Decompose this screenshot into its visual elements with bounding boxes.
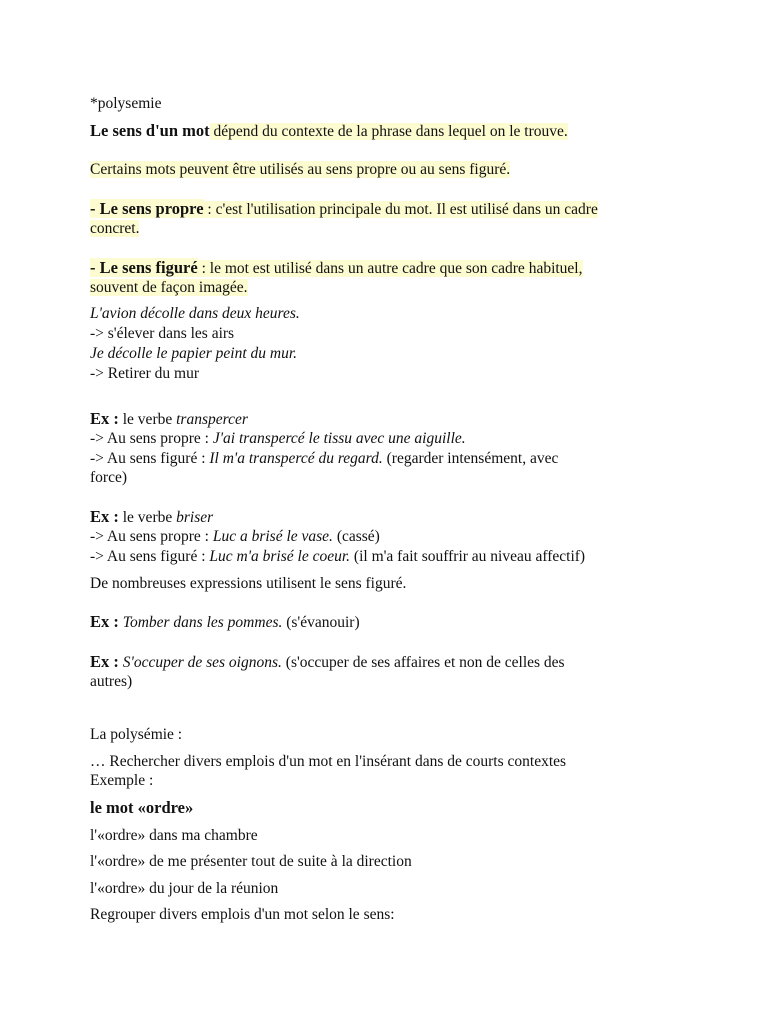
sens-propre-text2: concret. (90, 220, 140, 237)
papier-meaning: -> Retirer du mur (90, 365, 200, 382)
ex2-figure-note: (il m'a fait souffrir au niveau affectif) (350, 548, 586, 565)
ex3-sentence: Tomber dans les pommes. (122, 614, 283, 631)
sens-propre-line1 (90, 199, 598, 220)
ex2-heading (90, 507, 213, 528)
ex2-figure (90, 547, 585, 567)
ex4-note2: autres) (90, 673, 133, 690)
intro-paragraph (90, 121, 568, 142)
ex1-verb: transpercer (176, 411, 248, 428)
ex1-figure-note: (regarder intensément, avec (382, 450, 559, 467)
ex3-label: Ex : (90, 612, 119, 631)
ex4-sentence: S'occuper de ses oignons. (122, 654, 282, 671)
ex2-verb: briser (176, 509, 214, 526)
polysemie-title: La polysémie : (90, 726, 183, 743)
doc-title: *polysemie (90, 95, 162, 112)
ex1-propre-sentence: J'ai transpercé le tissu avec une aiguille. (212, 430, 466, 447)
ex2-figure-prefix: -> Au sens figuré : (90, 548, 210, 565)
ex1-heading (90, 409, 248, 430)
avion-meaning: -> s'élever dans les airs (90, 325, 235, 342)
certains-text: Certains mots peuvent être utilisés au sens propre ou au sens figuré. (90, 161, 511, 178)
ex4-line (90, 652, 565, 673)
polysemie-exemple: Exemple : (90, 772, 154, 789)
ordre-example-3: l'«ordre» du jour de la réunion (90, 880, 279, 897)
ex1-propre-prefix: -> Au sens propre : (90, 430, 213, 447)
ex4-note: (s'occuper de ses affaires et non de celles des (281, 654, 565, 671)
sens-figure-text: : le mot est utilisé dans un autre cadre que son cadre habituel, (197, 260, 583, 277)
sens-propre-heading: - Le sens propre (90, 199, 204, 218)
mot-ordre-bold: le mot «ordre» (90, 798, 194, 817)
sens-figure-line1 (90, 258, 583, 279)
regrouper-line: Regrouper divers emplois d'un mot selon le sens: (90, 906, 395, 923)
intro-text: dépend du contexte de la phrase dans lequel on le trouve. (209, 123, 568, 140)
ex1-figure (90, 449, 558, 469)
ex1-label: Ex : (90, 409, 119, 428)
ex2-propre-sentence: Luc a brisé le vase. (212, 528, 333, 545)
ex2-propre-note: (cassé) (332, 528, 380, 545)
ex1-intro: le verbe (118, 411, 177, 428)
ex2-figure-sentence: Luc m'a brisé le coeur. (209, 548, 351, 565)
avion-sentence (90, 304, 300, 324)
ex4-label: Ex : (90, 652, 119, 671)
ex2-label: Ex : (90, 507, 119, 526)
polysemie-line1: … Rechercher divers emplois d'un mot en l'insérant dans de courts contextes (90, 753, 567, 770)
ex2-propre-prefix: -> Au sens propre : (90, 528, 213, 545)
ex3-line (90, 612, 360, 633)
sens-propre-line2 (90, 219, 139, 239)
ex3-note: (s'évanouir) (282, 614, 360, 631)
certains-paragraph (90, 160, 510, 180)
sens-figure-heading: - Le sens figuré (90, 258, 198, 277)
ex2-propre (90, 527, 380, 547)
ordre-example-2: l'«ordre» de me présenter tout de suite à la direction (90, 853, 412, 870)
ex1-figure-sentence: Il m'a transpercé du regard. (209, 450, 383, 467)
sens-propre-text: : c'est l'utilisation principale du mot. Il est utilisé dans un cadre (203, 201, 598, 218)
intro-bold: Le sens d'un mot (90, 121, 210, 140)
sens-figure-line2 (90, 278, 248, 298)
expressions-paragraph: De nombreuses expressions utilisent le sens figuré. (90, 575, 407, 592)
ex2-intro: le verbe (118, 509, 177, 526)
ex1-figure-prefix: -> Au sens figuré : (90, 450, 210, 467)
sens-figure-text2: souvent de façon imagée. (90, 279, 248, 296)
ex1-figure-note2: force) (90, 469, 127, 486)
ex1-propre (90, 429, 466, 449)
papier-italic: Je décolle le papier peint du mur. (90, 345, 298, 362)
avion-italic: L'avion décolle dans deux heures. (90, 305, 300, 322)
mot-ordre-heading (90, 798, 193, 819)
ordre-example-1: l'«ordre» dans ma chambre (90, 827, 258, 844)
papier-sentence (90, 344, 297, 364)
